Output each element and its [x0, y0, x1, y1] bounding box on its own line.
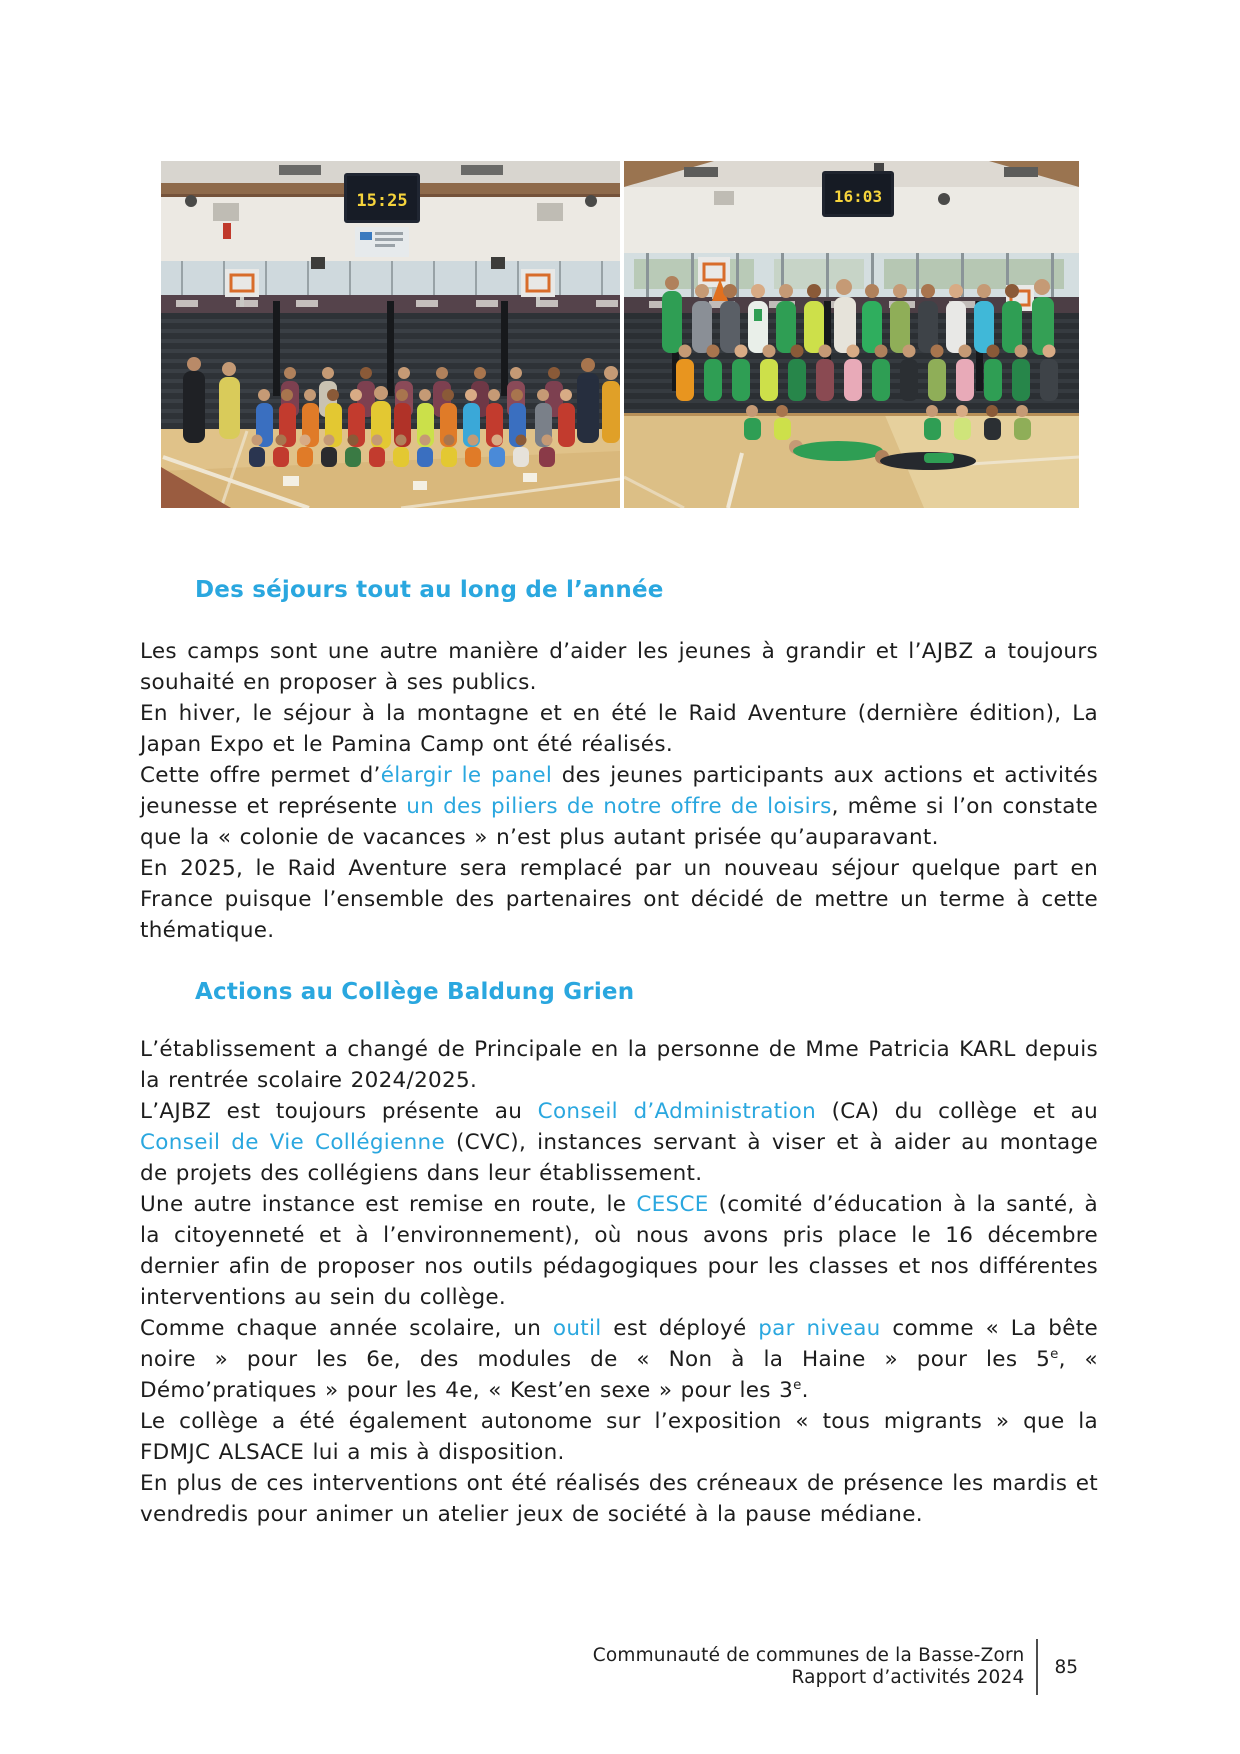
- paragraph: Une autre instance est remise en route, le CESCE (comité d’éducation à la santé, à la citoyenneté et à l’environnement), où nous avons pris place le 16 décembre dernier afin de proposer nos outils pédagogiques pour les classes et nos différentes interventions au sein du collège.: [140, 1192, 1099, 1310]
- scoreboard-time: 15:25: [356, 191, 408, 211]
- accent-text: CESCE: [636, 1192, 709, 1217]
- scoreboard: [822, 171, 894, 217]
- paragraph: En 2025, le Raid Aventure sera remplacé par un nouveau séjour quelque part en France puisque l’ensemble des partenaires ont décidé de mettre un terme à cette thématique.: [140, 856, 1098, 943]
- paragraph: L’AJBZ est toujours présente au Conseil d’Administration (CA) du collège et au Conseil de Vie Collégienne (CVC), instances servant à viser et à aider au montage de projets des collégiens dans leur établissement.: [140, 1099, 1099, 1186]
- section-body-college: [140, 1034, 1098, 1530]
- accent-text: un des piliers de notre offre de loisirs: [406, 794, 832, 819]
- scoreboard: [344, 173, 420, 257]
- gym-group-photo-left: [161, 161, 620, 508]
- scoreboard-time: 16:03: [833, 187, 883, 206]
- footer-divider: [1036, 1639, 1038, 1695]
- footer-report-line: Rapport d’activités 2024: [791, 1667, 1025, 1688]
- section-college: [140, 977, 1098, 1530]
- section-sejours: [140, 575, 1098, 946]
- section-body-sejours: [140, 636, 1098, 946]
- footer-text: [593, 1645, 1025, 1689]
- paragraph: Cette offre permet d’élargir le panel des jeunes participants aux actions et activités jeunesse et représente un des piliers de notre offre de loisirs, même si l’on constate que la « colonie de vacances » n’est plus autant prisée qu’auparavant.: [140, 763, 1098, 850]
- accent-text: élargir le panel: [380, 763, 553, 788]
- page-body: [140, 508, 1098, 1530]
- footer-org-line: Communauté de communes de la Basse-Zorn: [592, 1645, 1025, 1666]
- gym-group-photo-right: [624, 161, 1079, 508]
- gym-photo-right-illustration: [624, 161, 1079, 508]
- photo-row: [161, 161, 1079, 508]
- paragraph: L’établissement a changé de Principale en la personne de Mme Patricia KARL depuis la rentrée scolaire 2024/2025.: [140, 1037, 1098, 1093]
- accent-text: Conseil d’Administration: [537, 1099, 817, 1124]
- paragraph: Comme chaque année scolaire, un outil est déployé par niveau comme « La bête noire » pour les 6e, des modules de « Non à la Haine » pour les 5e, « Démo’pratiques » pour les 4e, « Kest’en sexe » pour les 3e.: [140, 1316, 1098, 1403]
- paragraph: En plus de ces interventions ont été réalisés des créneaux de présence les mardis et vendredis pour animer un atelier jeux de société à la pause médiane.: [140, 1471, 1098, 1527]
- paragraph: Le collège a été également autonome sur l’exposition « tous migrants » que la FDMJC ALSACE lui a mis à disposition.: [140, 1409, 1098, 1465]
- gym-photo-left-illustration: [161, 161, 620, 508]
- accent-text: par niveau: [758, 1316, 881, 1341]
- page-number: 85: [1054, 1656, 1078, 1678]
- footer: [593, 1639, 1078, 1695]
- paragraph: Les camps sont une autre manière d’aider les jeunes à grandir et l’AJBZ a toujours souhaité en proposer à ses publics.: [140, 639, 1098, 695]
- paragraph: En hiver, le séjour à la montagne et en été le Raid Aventure (dernière édition), La Japan Expo et le Pamina Camp ont été réalisés.: [140, 701, 1098, 757]
- section-heading-college: Actions au Collège Baldung Grien: [195, 979, 635, 1005]
- accent-text: outil: [552, 1316, 602, 1341]
- accent-text: Conseil de Vie Collégienne: [140, 1130, 445, 1155]
- section-heading-sejours: Des séjours tout au long de l’année: [195, 577, 664, 603]
